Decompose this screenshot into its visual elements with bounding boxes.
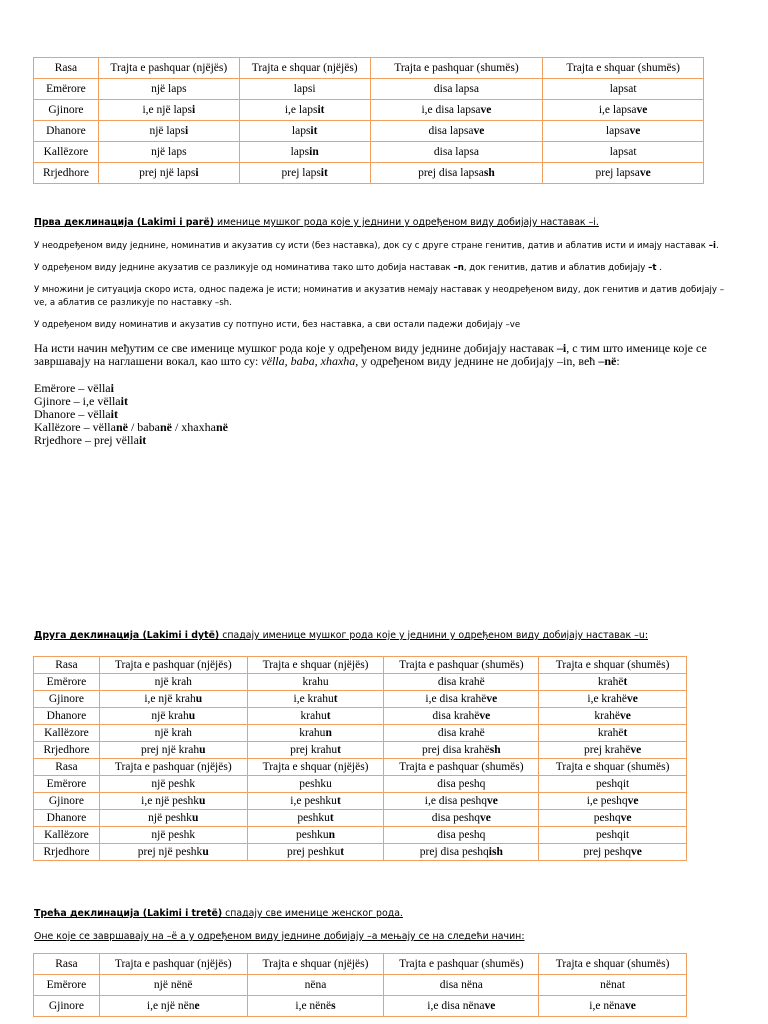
table-cell: disa lapsa	[370, 142, 543, 163]
table-cell: krahët	[539, 725, 687, 742]
table-cell: disa krahë	[384, 674, 539, 691]
table-cell: një peshk	[99, 776, 247, 793]
table-cell: nëna	[247, 975, 384, 996]
table-cell: krahun	[247, 725, 384, 742]
table-cell: i,e peshqve	[539, 793, 687, 810]
section1-paragraph-5: На исти начин међутим се све именице мушког рода које у одређеном виду једнине добијају наставак –i, с тим што именице које се завршавају на наглашени вокал, као што су: vëlla, baba, xhaxha, у одређеном виду једнине не добијају –in, већ –në:	[34, 341, 707, 368]
table-cell: Dhanore	[34, 810, 100, 827]
table-row	[34, 674, 687, 691]
declension-table-1	[33, 57, 704, 184]
table-header-row	[34, 58, 704, 79]
table-cell: krahët	[539, 674, 687, 691]
table-header-cell: Trajta e shquar (shumës)	[543, 58, 704, 79]
table-cell: një lapsi	[98, 121, 239, 142]
table-cell: Emërore	[34, 975, 100, 996]
table-cell: një krahu	[99, 708, 247, 725]
table-cell: Kallëzore	[34, 142, 99, 163]
table-header-cell: Rasa	[34, 657, 100, 674]
table-cell: Emërore	[34, 79, 99, 100]
table-cell: i,e nënës	[247, 996, 384, 1017]
table-cell: një krah	[99, 674, 247, 691]
example-line: Rrjedhore – prej vëllait	[34, 433, 147, 447]
table-cell: i,e disa krahëve	[384, 691, 539, 708]
table-row	[34, 708, 687, 725]
table-cell: prej lapsit	[239, 163, 370, 184]
table-cell: prej një krahu	[99, 742, 247, 759]
table-cell: një nënë	[99, 975, 247, 996]
table-cell: Rrjedhore	[34, 844, 100, 861]
table-row	[34, 996, 687, 1017]
table-cell: prej disa peshqish	[384, 844, 539, 861]
table-cell: prej krahut	[247, 742, 384, 759]
table-cell: krahu	[247, 674, 384, 691]
table-cell: prej një peshku	[99, 844, 247, 861]
table-cell: i,e një krahu	[99, 691, 247, 708]
table-header-cell: Trajta e pashquar (njëjës)	[99, 657, 247, 674]
table-header-cell: Trajta e pashquar (shumës)	[370, 58, 543, 79]
declension-table-2	[33, 656, 687, 861]
table-cell: lapsat	[543, 79, 704, 100]
table-cell: krahut	[247, 708, 384, 725]
example-line: Dhanore – vëllait	[34, 407, 118, 421]
table-cell: peshqit	[539, 827, 687, 844]
table-header-cell: Trajta e pashquar (shumës)	[384, 954, 539, 975]
table-cell: Rrjedhore	[34, 163, 99, 184]
table-cell: prej disa krahësh	[384, 742, 539, 759]
table-cell: Gjinore	[34, 996, 100, 1017]
table-cell: peshkut	[247, 810, 384, 827]
table-cell: disa peshq	[384, 827, 539, 844]
example-line: Kallëzore – vëllanë / babanë / xhaxhanë	[34, 420, 228, 434]
table-row	[34, 121, 704, 142]
table-cell: prej një lapsi	[98, 163, 239, 184]
table-cell: i,e një nëne	[99, 996, 247, 1017]
table-row	[34, 810, 687, 827]
table-cell: disa krahë	[384, 725, 539, 742]
table-cell: i,e disa nënave	[384, 996, 539, 1017]
table-cell: lapsin	[239, 142, 370, 163]
section1-paragraph-4: У одређеном виду номинатив и акузатив су потпуно исти, без наставка, а сви остали падежи добијају –ve	[34, 320, 521, 330]
table-cell: peshqve	[539, 810, 687, 827]
table-cell: i,e disa lapsave	[370, 100, 543, 121]
table-cell: lapsit	[239, 121, 370, 142]
table-cell: Emërore	[34, 674, 100, 691]
table-cell: një krah	[99, 725, 247, 742]
section1-paragraph-1: У неодређеном виду једнине, номинатив и акузатив су исти (без наставка), док су с друге стране генитив, датив и аблатив исти и имају наставак –i.	[34, 241, 719, 251]
table-header-cell: Trajta e pashquar (njëjës)	[99, 759, 247, 776]
table-cell: Gjinore	[34, 691, 100, 708]
section1-heading: Прва деклинација (Lakimi i parë) именице мушког рода које у једнини у одређеном виду добијају наставак –i.	[34, 217, 599, 228]
table-cell: një peshku	[99, 810, 247, 827]
table-cell: peshkun	[247, 827, 384, 844]
table-cell: i,e nënave	[539, 996, 687, 1017]
table-cell: Gjinore	[34, 793, 100, 810]
table-row	[34, 79, 704, 100]
table-cell: lapsi	[239, 79, 370, 100]
table-cell: i,e një peshku	[99, 793, 247, 810]
table-cell: disa krahëve	[384, 708, 539, 725]
table-cell: Emërore	[34, 776, 100, 793]
table-row	[34, 776, 687, 793]
table-header-cell: Trajta e shquar (shumës)	[539, 954, 687, 975]
section3-heading: Трећа деклинација (Lakimi i tretë) спадају све именице женског рода.	[34, 908, 403, 919]
table-row	[34, 725, 687, 742]
table-cell: disa nëna	[384, 975, 539, 996]
table-cell: prej lapsave	[543, 163, 704, 184]
section1-paragraph-3: У множини је ситуација скоро иста, однос падежа је исти; номинатив и акузатив немају наставак у неодређеном виду, док генитив и датив добијају –ve, а аблатив се разликује по наставку –sh.	[34, 285, 724, 308]
section3-subheading: Оне које се завршавају на –ë а у одређеном виду једнине добијају –a мењају се на следећи начин:	[34, 931, 525, 942]
table-cell: një laps	[98, 142, 239, 163]
table-header-cell: Trajta e pashquar (njëjës)	[98, 58, 239, 79]
table-row	[34, 163, 704, 184]
table-header-cell: Rasa	[34, 759, 100, 776]
table-header-row	[34, 759, 687, 776]
table-cell: Kallëzore	[34, 725, 100, 742]
table-cell: i,e lapsit	[239, 100, 370, 121]
table-cell: prej krahëve	[539, 742, 687, 759]
table-cell: peshqit	[539, 776, 687, 793]
table-header-cell: Rasa	[34, 58, 99, 79]
example-line: Emërore – vëllai	[34, 381, 114, 395]
table-cell: një laps	[98, 79, 239, 100]
table-row	[34, 691, 687, 708]
table-header-row	[34, 954, 687, 975]
table-cell: i,e krahut	[247, 691, 384, 708]
table-row	[34, 975, 687, 996]
table-row	[34, 827, 687, 844]
table-cell: krahëve	[539, 708, 687, 725]
table-header-cell: Trajta e pashquar (shumës)	[384, 657, 539, 674]
table-header-cell: Rasa	[34, 954, 100, 975]
table-cell: Kallëzore	[34, 827, 100, 844]
table-cell: i,e disa peshqve	[384, 793, 539, 810]
table-cell: i,e peshkut	[247, 793, 384, 810]
table-cell: prej disa lapsash	[370, 163, 543, 184]
table-cell: i,e një lapsi	[98, 100, 239, 121]
table-header-row	[34, 657, 687, 674]
table-cell: Rrjedhore	[34, 742, 100, 759]
table-header-cell: Trajta e shquar (njëjës)	[247, 657, 384, 674]
table-cell: një peshk	[99, 827, 247, 844]
examples-list	[34, 382, 734, 447]
table-cell: peshku	[247, 776, 384, 793]
table-cell: nënat	[539, 975, 687, 996]
table-cell: lapsat	[543, 142, 704, 163]
table-cell: disa lapsave	[370, 121, 543, 142]
table-cell: disa peshqve	[384, 810, 539, 827]
table-cell: i,e lapsave	[543, 100, 704, 121]
table-cell: disa lapsa	[370, 79, 543, 100]
table-cell: i,e krahëve	[539, 691, 687, 708]
table-header-cell: Trajta e shquar (njëjës)	[247, 954, 384, 975]
table-cell: prej peshkut	[247, 844, 384, 861]
table-header-cell: Trajta e pashquar (shumës)	[384, 759, 539, 776]
table-row	[34, 742, 687, 759]
declension-table-3	[33, 953, 687, 1017]
table-header-cell: Trajta e pashquar (njëjës)	[99, 954, 247, 975]
section1-paragraph-2: У одређеном виду једнине акузатив се разликује од номинатива тако што добија наставак –n, док генитив, датив и аблатив добијају –t .	[34, 263, 662, 273]
table-cell: Dhanore	[34, 121, 99, 142]
table-cell: Gjinore	[34, 100, 99, 121]
table-row	[34, 844, 687, 861]
table-cell: disa peshq	[384, 776, 539, 793]
table-header-cell: Trajta e shquar (njëjës)	[247, 759, 384, 776]
table-cell: Dhanore	[34, 708, 100, 725]
table-header-cell: Trajta e shquar (njëjës)	[239, 58, 370, 79]
table-header-cell: Trajta e shquar (shumës)	[539, 657, 687, 674]
table-cell: lapsave	[543, 121, 704, 142]
section2-heading: Друга деклинација (Lakimi i dytë) спадају именице мушког рода које у једнини у одређеном виду добијају наставак –u:	[34, 630, 648, 641]
table-row	[34, 793, 687, 810]
table-header-cell: Trajta e shquar (shumës)	[539, 759, 687, 776]
table-cell: prej peshqve	[539, 844, 687, 861]
table-row	[34, 100, 704, 121]
table-row	[34, 142, 704, 163]
example-line: Gjinore – i,e vëllait	[34, 394, 128, 408]
